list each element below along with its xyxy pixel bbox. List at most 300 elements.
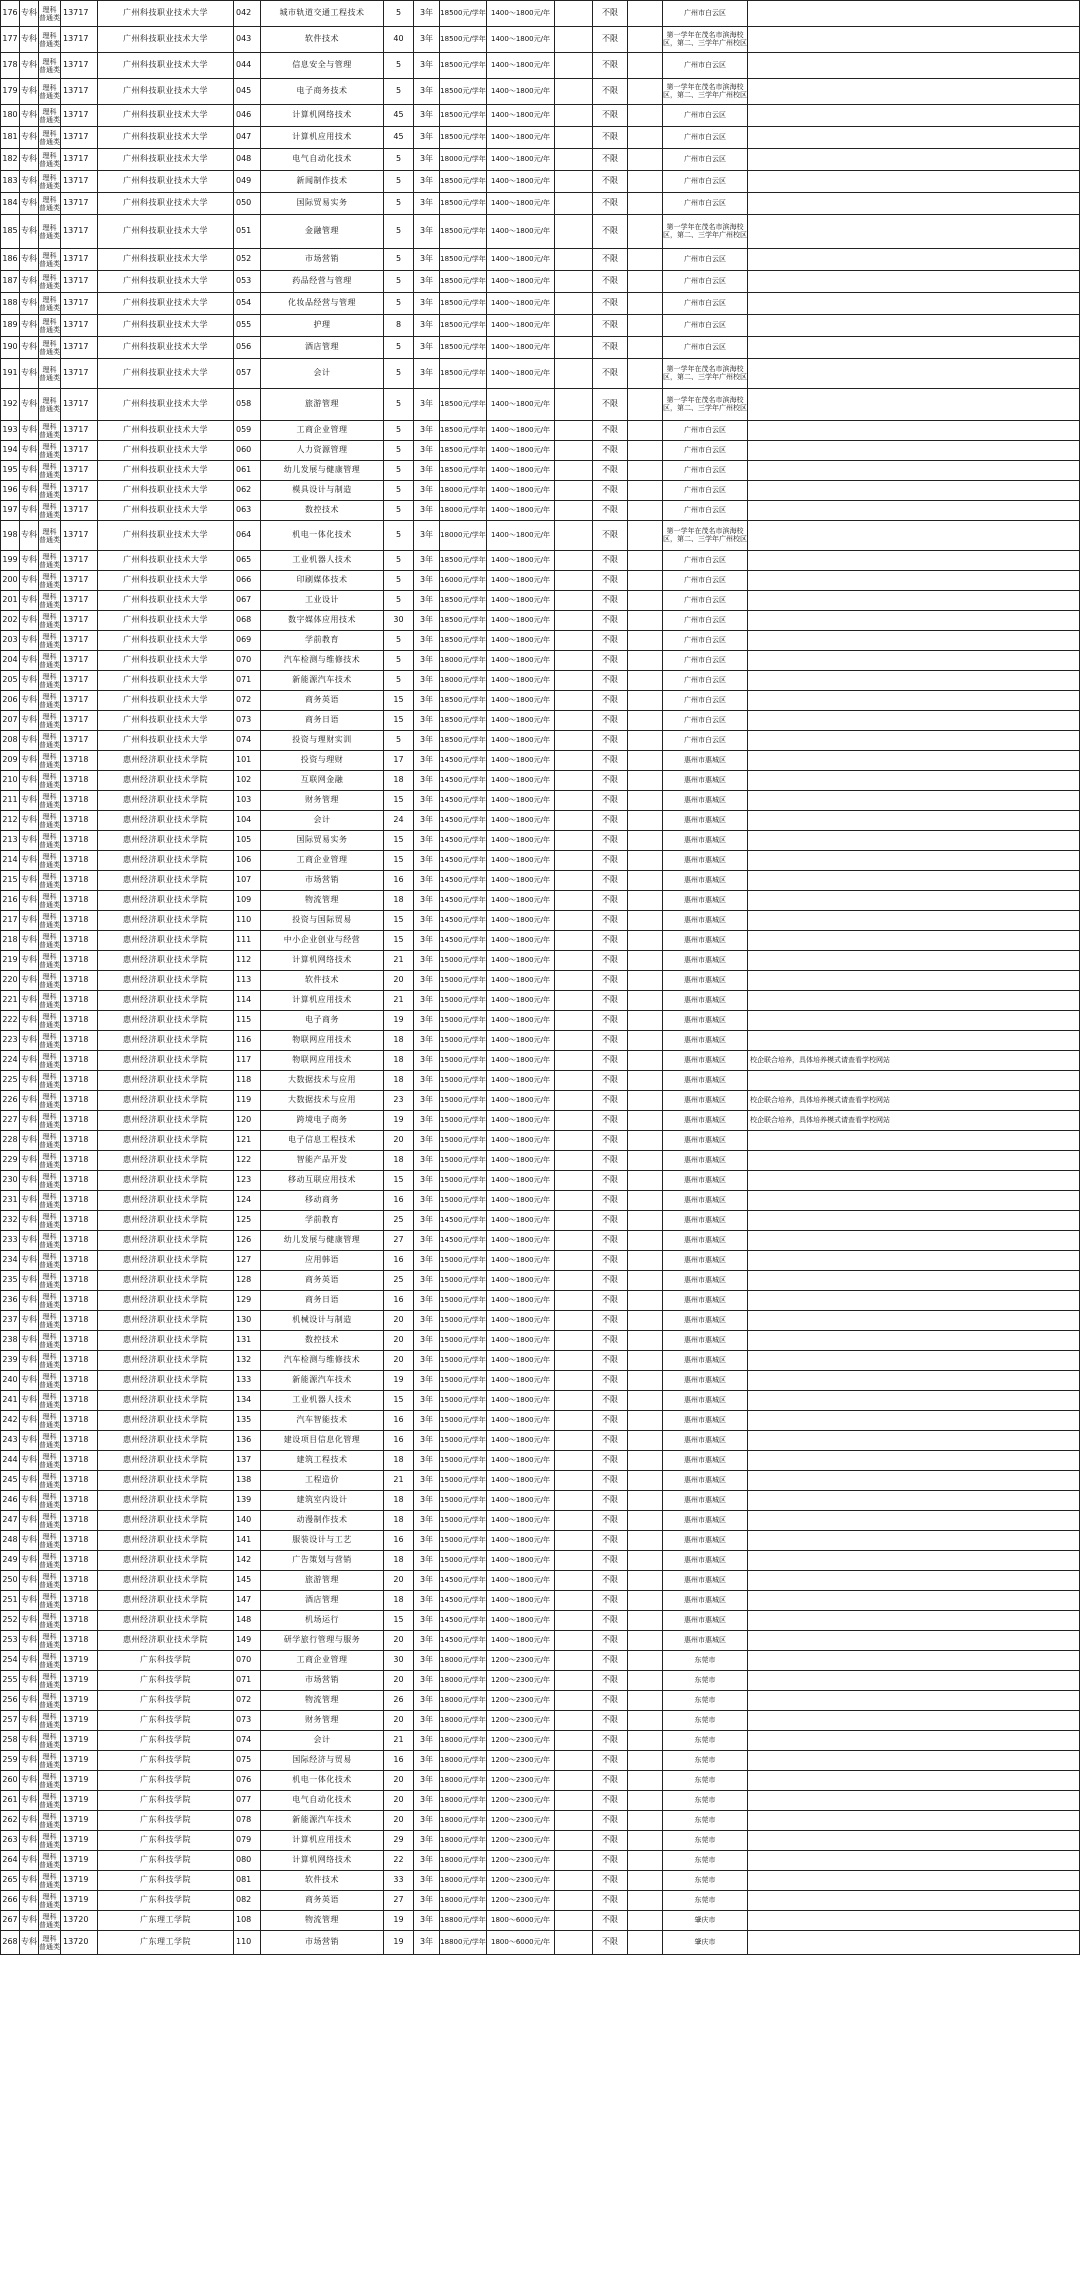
cell-major-name: 新能源汽车技术 xyxy=(261,1811,384,1831)
cell-major-name: 工商企业管理 xyxy=(261,1651,384,1671)
cell-major-code: 070 xyxy=(234,651,261,671)
cell-language: 不限 xyxy=(593,249,628,271)
cell-major-code: 064 xyxy=(234,521,261,551)
cell-category: 理科 普通类 xyxy=(39,337,61,359)
cell-plan-count: 33 xyxy=(384,1871,414,1891)
cell-school-code: 13717 xyxy=(61,1,98,27)
cell-language: 不限 xyxy=(593,1031,628,1051)
cell-note xyxy=(748,1711,1080,1731)
cell-row-number: 197 xyxy=(1,501,20,521)
cell-blank xyxy=(628,1271,663,1291)
table-row xyxy=(1,315,1080,337)
cell-major-name: 数控技术 xyxy=(261,501,384,521)
cell-major-code: 139 xyxy=(234,1491,261,1511)
cell-plan-count: 18 xyxy=(384,1551,414,1571)
cell-major-name: 广告策划与营销 xyxy=(261,1551,384,1571)
cell-major-code: 130 xyxy=(234,1311,261,1331)
cell-blank xyxy=(628,1631,663,1651)
table-row xyxy=(1,501,1080,521)
cell-accommodation: 1400～1800元/年 xyxy=(487,971,555,991)
cell-row-number: 249 xyxy=(1,1551,20,1571)
cell-level: 专科 xyxy=(20,1751,39,1771)
cell-row-number: 255 xyxy=(1,1671,20,1691)
cell-language: 不限 xyxy=(593,481,628,501)
cell-school-name: 广东科技学院 xyxy=(98,1831,234,1851)
cell-category: 理科 普通类 xyxy=(39,1132,60,1149)
cell-level: 专科 xyxy=(20,1271,39,1291)
cell-school-code: 13717 xyxy=(61,249,98,271)
cell-major-name: 幼儿发展与健康管理 xyxy=(261,461,384,481)
cell-blank xyxy=(628,671,663,691)
cell-blank xyxy=(555,441,593,461)
cell-school-code: 13718 xyxy=(61,1571,98,1591)
cell-major-name: 软件技术 xyxy=(261,1871,384,1891)
cell-language: 不限 xyxy=(593,971,628,991)
cell-row-number: 225 xyxy=(1,1071,20,1091)
cell-tuition: 14500元/学年 xyxy=(440,811,487,831)
cell-language: 不限 xyxy=(593,671,628,691)
cell-school-name: 惠州经济职业技术学院 xyxy=(98,1331,234,1351)
cell-major-code: 058 xyxy=(234,389,261,421)
cell-level: 专科 xyxy=(20,1391,39,1411)
cell-row-number: 244 xyxy=(1,1451,20,1471)
cell-major-code: 133 xyxy=(234,1371,261,1391)
cell-level: 专科 xyxy=(20,811,39,831)
table-row xyxy=(1,171,1080,193)
cell-major-code: 124 xyxy=(234,1191,261,1211)
cell-school-code: 13718 xyxy=(61,1531,98,1551)
cell-major-name: 模具设计与制造 xyxy=(261,481,384,501)
cell-school-code: 13719 xyxy=(61,1711,98,1731)
cell-plan-count: 16 xyxy=(384,1251,414,1271)
cell-level: 专科 xyxy=(20,551,39,571)
cell-tuition: 18500元/学年 xyxy=(440,105,487,127)
cell-plan-count: 20 xyxy=(384,1571,414,1591)
cell-plan-count: 15 xyxy=(384,1391,414,1411)
cell-level: 专科 xyxy=(20,611,39,631)
cell-category: 理科 普通类 xyxy=(39,1612,60,1629)
cell-accommodation: 1400～1800元/年 xyxy=(487,1411,555,1431)
cell-major-name: 旅游管理 xyxy=(261,1571,384,1591)
cell-major-code: 141 xyxy=(234,1531,261,1551)
cell-tuition: 14500元/学年 xyxy=(440,831,487,851)
cell-accommodation: 1400～1800元/年 xyxy=(487,1511,555,1531)
table-row xyxy=(1,931,1080,951)
cell-note xyxy=(748,571,1080,591)
cell-tuition: 15000元/学年 xyxy=(440,1411,487,1431)
cell-blank xyxy=(628,1391,663,1411)
cell-row-number: 230 xyxy=(1,1171,20,1191)
cell-note xyxy=(748,591,1080,611)
cell-duration: 3年 xyxy=(414,105,440,127)
cell-school-code: 13719 xyxy=(61,1671,98,1691)
cell-blank xyxy=(555,891,593,911)
cell-school-code: 13717 xyxy=(61,293,98,315)
cell-duration: 3年 xyxy=(414,1871,440,1891)
cell-location: 惠州市惠城区 xyxy=(663,1031,748,1051)
cell-duration: 3年 xyxy=(414,571,440,591)
cell-major-name: 计算机网络技术 xyxy=(261,105,384,127)
cell-major-code: 129 xyxy=(234,1291,261,1311)
cell-tuition: 18000元/学年 xyxy=(440,1711,487,1731)
cell-duration: 3年 xyxy=(414,1251,440,1271)
cell-duration: 3年 xyxy=(414,1751,440,1771)
cell-blank xyxy=(628,651,663,671)
cell-row-number: 252 xyxy=(1,1611,20,1631)
cell-plan-count: 20 xyxy=(384,1791,414,1811)
cell-language: 不限 xyxy=(593,1811,628,1831)
cell-major-name: 化妆品经营与管理 xyxy=(261,293,384,315)
cell-major-code: 063 xyxy=(234,501,261,521)
cell-school-name: 广东科技学院 xyxy=(98,1891,234,1911)
cell-note xyxy=(748,1191,1080,1211)
cell-language: 不限 xyxy=(593,1471,628,1491)
cell-accommodation: 1400～1800元/年 xyxy=(487,293,555,315)
cell-duration: 3年 xyxy=(414,1011,440,1031)
table-row xyxy=(1,1811,1080,1831)
cell-blank xyxy=(628,1611,663,1631)
cell-level: 专科 xyxy=(20,711,39,731)
cell-plan-count: 15 xyxy=(384,691,414,711)
cell-tuition: 14500元/学年 xyxy=(440,1231,487,1251)
table-row xyxy=(1,1671,1080,1691)
table-row xyxy=(1,1371,1080,1391)
cell-tuition: 14500元/学年 xyxy=(440,1611,487,1631)
cell-tuition: 18500元/学年 xyxy=(440,461,487,481)
cell-major-name: 市场营销 xyxy=(261,1931,384,1955)
cell-category: 理科 普通类 xyxy=(39,832,60,849)
cell-note xyxy=(748,1751,1080,1771)
table-row xyxy=(1,1251,1080,1271)
cell-major-code: 079 xyxy=(234,1831,261,1851)
cell-category: 理科 普通类 xyxy=(39,1892,60,1909)
cell-tuition: 15000元/学年 xyxy=(440,1391,487,1411)
cell-plan-count: 29 xyxy=(384,1831,414,1851)
cell-location: 惠州市惠城区 xyxy=(663,771,748,791)
cell-category: 理科 普通类 xyxy=(39,105,61,127)
cell-note xyxy=(748,27,1080,53)
cell-duration: 3年 xyxy=(414,1471,440,1491)
cell-school-code: 13718 xyxy=(61,1031,98,1051)
cell-note xyxy=(748,1251,1080,1271)
cell-row-number: 251 xyxy=(1,1591,20,1611)
cell-school-code: 13718 xyxy=(61,891,98,911)
cell-tuition: 18000元/学年 xyxy=(440,521,487,551)
cell-accommodation: 1200～2300元/年 xyxy=(487,1791,555,1811)
cell-blank xyxy=(555,271,593,293)
cell-level: 专科 xyxy=(20,337,39,359)
cell-major-name: 药品经营与管理 xyxy=(261,271,384,293)
cell-tuition: 18000元/学年 xyxy=(440,1751,487,1771)
cell-school-code: 13718 xyxy=(61,991,98,1011)
cell-blank xyxy=(555,1011,593,1031)
cell-plan-count: 5 xyxy=(384,149,414,171)
cell-row-number: 178 xyxy=(1,53,20,79)
cell-school-name: 惠州经济职业技术学院 xyxy=(98,1631,234,1651)
cell-major-code: 128 xyxy=(234,1271,261,1291)
cell-duration: 3年 xyxy=(414,1511,440,1531)
cell-language: 不限 xyxy=(593,271,628,293)
cell-note xyxy=(748,1871,1080,1891)
cell-blank xyxy=(628,521,663,551)
cell-blank xyxy=(555,421,593,441)
table-row xyxy=(1,991,1080,1011)
cell-location: 惠州市惠城区 xyxy=(663,1331,748,1351)
cell-row-number: 237 xyxy=(1,1311,20,1331)
cell-level: 专科 xyxy=(20,1111,39,1131)
cell-duration: 3年 xyxy=(414,631,440,651)
cell-school-name: 广州科技职业技术大学 xyxy=(98,79,234,105)
cell-accommodation: 1400～1800元/年 xyxy=(487,53,555,79)
cell-tuition: 18500元/学年 xyxy=(440,337,487,359)
cell-blank xyxy=(628,711,663,731)
cell-note xyxy=(748,831,1080,851)
cell-blank xyxy=(628,1651,663,1671)
cell-school-code: 13717 xyxy=(61,421,98,441)
cell-school-name: 广州科技职业技术大学 xyxy=(98,337,234,359)
cell-blank xyxy=(628,751,663,771)
cell-row-number: 240 xyxy=(1,1371,20,1391)
cell-language: 不限 xyxy=(593,591,628,611)
table-row xyxy=(1,791,1080,811)
cell-blank xyxy=(555,691,593,711)
cell-note xyxy=(748,791,1080,811)
cell-category: 理科 普通类 xyxy=(39,812,60,829)
cell-category: 理科 普通类 xyxy=(39,1472,60,1489)
cell-school-code: 13718 xyxy=(61,1331,98,1351)
cell-accommodation: 1400～1800元/年 xyxy=(487,851,555,871)
cell-blank xyxy=(628,1831,663,1851)
cell-duration: 3年 xyxy=(414,1811,440,1831)
cell-accommodation: 1400～1800元/年 xyxy=(487,1091,555,1111)
cell-blank xyxy=(555,127,593,149)
cell-location: 广州市白云区 xyxy=(663,149,748,171)
cell-plan-count: 20 xyxy=(384,1811,414,1831)
cell-major-name: 建筑室内设计 xyxy=(261,1491,384,1511)
cell-duration: 3年 xyxy=(414,891,440,911)
cell-level: 专科 xyxy=(20,127,39,149)
cell-duration: 3年 xyxy=(414,1,440,27)
cell-plan-count: 19 xyxy=(384,1111,414,1131)
cell-school-code: 13719 xyxy=(61,1831,98,1851)
cell-accommodation: 1400～1800元/年 xyxy=(487,591,555,611)
cell-accommodation: 1400～1800元/年 xyxy=(487,791,555,811)
cell-school-name: 广州科技职业技术大学 xyxy=(98,571,234,591)
cell-note xyxy=(748,441,1080,461)
cell-level: 专科 xyxy=(20,671,39,691)
cell-blank xyxy=(555,611,593,631)
cell-category: 理科 普通类 xyxy=(39,359,61,389)
cell-row-number: 265 xyxy=(1,1871,20,1891)
cell-duration: 3年 xyxy=(414,1071,440,1091)
cell-major-code: 108 xyxy=(234,1911,261,1931)
cell-accommodation: 1400～1800元/年 xyxy=(487,1051,555,1071)
cell-blank xyxy=(555,1171,593,1191)
cell-tuition: 16000元/学年 xyxy=(440,571,487,591)
cell-tuition: 14500元/学年 xyxy=(440,1631,487,1651)
cell-blank xyxy=(628,891,663,911)
cell-plan-count: 19 xyxy=(384,1011,414,1031)
cell-major-code: 081 xyxy=(234,1871,261,1891)
cell-blank xyxy=(628,421,663,441)
cell-accommodation: 1400～1800元/年 xyxy=(487,631,555,651)
cell-major-name: 新闻制作技术 xyxy=(261,171,384,193)
cell-plan-count: 19 xyxy=(384,1371,414,1391)
cell-level: 专科 xyxy=(20,315,39,337)
cell-school-code: 13717 xyxy=(61,481,98,501)
cell-category: 理科 普通类 xyxy=(39,1772,60,1789)
cell-blank xyxy=(628,1151,663,1171)
cell-category: 理科 普通类 xyxy=(39,1012,60,1029)
cell-note xyxy=(748,1431,1080,1451)
cell-major-name: 电子商务技术 xyxy=(261,79,384,105)
cell-category: 理科 普通类 xyxy=(39,1752,60,1769)
cell-duration: 3年 xyxy=(414,215,440,249)
cell-duration: 3年 xyxy=(414,1671,440,1691)
cell-level: 专科 xyxy=(20,1831,39,1851)
cell-school-name: 广东科技学院 xyxy=(98,1711,234,1731)
cell-major-code: 054 xyxy=(234,293,261,315)
cell-major-code: 082 xyxy=(234,1891,261,1911)
cell-location: 广州市白云区 xyxy=(663,271,748,293)
cell-school-code: 13717 xyxy=(61,731,98,751)
cell-language: 不限 xyxy=(593,1551,628,1571)
cell-major-code: 045 xyxy=(234,79,261,105)
cell-school-name: 广州科技职业技术大学 xyxy=(98,461,234,481)
cell-school-name: 广州科技职业技术大学 xyxy=(98,105,234,127)
cell-language: 不限 xyxy=(593,1411,628,1431)
cell-school-name: 广州科技职业技术大学 xyxy=(98,501,234,521)
cell-row-number: 227 xyxy=(1,1111,20,1131)
cell-blank xyxy=(555,149,593,171)
cell-school-code: 13719 xyxy=(61,1771,98,1791)
cell-plan-count: 18 xyxy=(384,1071,414,1091)
cell-category: 理科 普通类 xyxy=(39,27,61,53)
cell-school-name: 广州科技职业技术大学 xyxy=(98,631,234,651)
cell-location: 东莞市 xyxy=(663,1751,748,1771)
cell-plan-count: 18 xyxy=(384,1151,414,1171)
table-row xyxy=(1,551,1080,571)
cell-tuition: 15000元/学年 xyxy=(440,1271,487,1291)
cell-language: 不限 xyxy=(593,1391,628,1411)
cell-note xyxy=(748,891,1080,911)
cell-duration: 3年 xyxy=(414,1771,440,1791)
cell-level: 专科 xyxy=(20,911,39,931)
cell-location: 惠州市惠城区 xyxy=(663,1451,748,1471)
cell-blank xyxy=(555,671,593,691)
cell-category: 理科 普通类 xyxy=(39,1912,60,1929)
cell-plan-count: 18 xyxy=(384,1491,414,1511)
cell-location: 广州市白云区 xyxy=(663,171,748,193)
cell-accommodation: 1400～1800元/年 xyxy=(487,1151,555,1171)
cell-tuition: 15000元/学年 xyxy=(440,1491,487,1511)
cell-plan-count: 15 xyxy=(384,791,414,811)
cell-location: 惠州市惠城区 xyxy=(663,1631,748,1651)
cell-blank xyxy=(628,1331,663,1351)
cell-accommodation: 1400～1800元/年 xyxy=(487,249,555,271)
cell-location: 肇庆市 xyxy=(663,1931,748,1955)
cell-tuition: 15000元/学年 xyxy=(440,1311,487,1331)
cell-tuition: 18500元/学年 xyxy=(440,631,487,651)
cell-major-name: 机械设计与制造 xyxy=(261,1311,384,1331)
cell-level: 专科 xyxy=(20,891,39,911)
cell-school-name: 惠州经济职业技术学院 xyxy=(98,1051,234,1071)
cell-accommodation: 1200～2300元/年 xyxy=(487,1831,555,1851)
cell-duration: 3年 xyxy=(414,193,440,215)
cell-row-number: 246 xyxy=(1,1491,20,1511)
cell-tuition: 18500元/学年 xyxy=(440,591,487,611)
cell-duration: 3年 xyxy=(414,1151,440,1171)
cell-tuition: 18500元/学年 xyxy=(440,711,487,731)
cell-tuition: 14500元/学年 xyxy=(440,771,487,791)
cell-school-code: 13718 xyxy=(61,791,98,811)
cell-school-name: 惠州经济职业技术学院 xyxy=(98,891,234,911)
cell-accommodation: 1400～1800元/年 xyxy=(487,481,555,501)
cell-row-number: 263 xyxy=(1,1831,20,1851)
cell-school-name: 惠州经济职业技术学院 xyxy=(98,1091,234,1111)
cell-major-name: 电气自动化技术 xyxy=(261,1791,384,1811)
cell-blank xyxy=(628,1751,663,1771)
cell-note xyxy=(748,931,1080,951)
cell-row-number: 185 xyxy=(1,215,20,249)
cell-accommodation: 1200～2300元/年 xyxy=(487,1851,555,1871)
cell-level: 专科 xyxy=(20,771,39,791)
cell-accommodation: 1400～1800元/年 xyxy=(487,1,555,27)
cell-duration: 3年 xyxy=(414,711,440,731)
cell-duration: 3年 xyxy=(414,1211,440,1231)
cell-note xyxy=(748,1471,1080,1491)
cell-row-number: 222 xyxy=(1,1011,20,1031)
cell-major-code: 136 xyxy=(234,1431,261,1451)
cell-major-code: 073 xyxy=(234,711,261,731)
cell-row-number: 219 xyxy=(1,951,20,971)
table-row xyxy=(1,731,1080,751)
cell-location: 惠州市惠城区 xyxy=(663,871,748,891)
cell-duration: 3年 xyxy=(414,551,440,571)
cell-blank xyxy=(555,1911,593,1931)
cell-tuition: 18000元/学年 xyxy=(440,1891,487,1911)
cell-category: 理科 普通类 xyxy=(39,672,60,689)
cell-duration: 3年 xyxy=(414,1551,440,1571)
cell-major-name: 汽车检测与维修技术 xyxy=(261,651,384,671)
table-body xyxy=(1,1,1080,1955)
cell-category: 理科 普通类 xyxy=(39,193,61,215)
cell-category: 理科 普通类 xyxy=(39,692,60,709)
cell-major-code: 110 xyxy=(234,911,261,931)
cell-tuition: 18000元/学年 xyxy=(440,481,487,501)
cell-tuition: 15000元/学年 xyxy=(440,1051,487,1071)
cell-accommodation: 1400～1800元/年 xyxy=(487,105,555,127)
cell-accommodation: 1200～2300元/年 xyxy=(487,1771,555,1791)
cell-plan-count: 18 xyxy=(384,891,414,911)
cell-school-code: 13718 xyxy=(61,1211,98,1231)
cell-major-name: 商务日语 xyxy=(261,1291,384,1311)
cell-blank xyxy=(555,1471,593,1491)
cell-duration: 3年 xyxy=(414,991,440,1011)
cell-row-number: 259 xyxy=(1,1751,20,1771)
cell-language: 不限 xyxy=(593,1331,628,1351)
table-row xyxy=(1,1871,1080,1891)
cell-category: 理科 普通类 xyxy=(39,1192,60,1209)
cell-blank xyxy=(555,931,593,951)
cell-language: 不限 xyxy=(593,911,628,931)
cell-duration: 3年 xyxy=(414,671,440,691)
cell-school-name: 惠州经济职业技术学院 xyxy=(98,1151,234,1171)
cell-language: 不限 xyxy=(593,215,628,249)
cell-blank xyxy=(628,461,663,481)
cell-blank xyxy=(555,293,593,315)
cell-language: 不限 xyxy=(593,551,628,571)
